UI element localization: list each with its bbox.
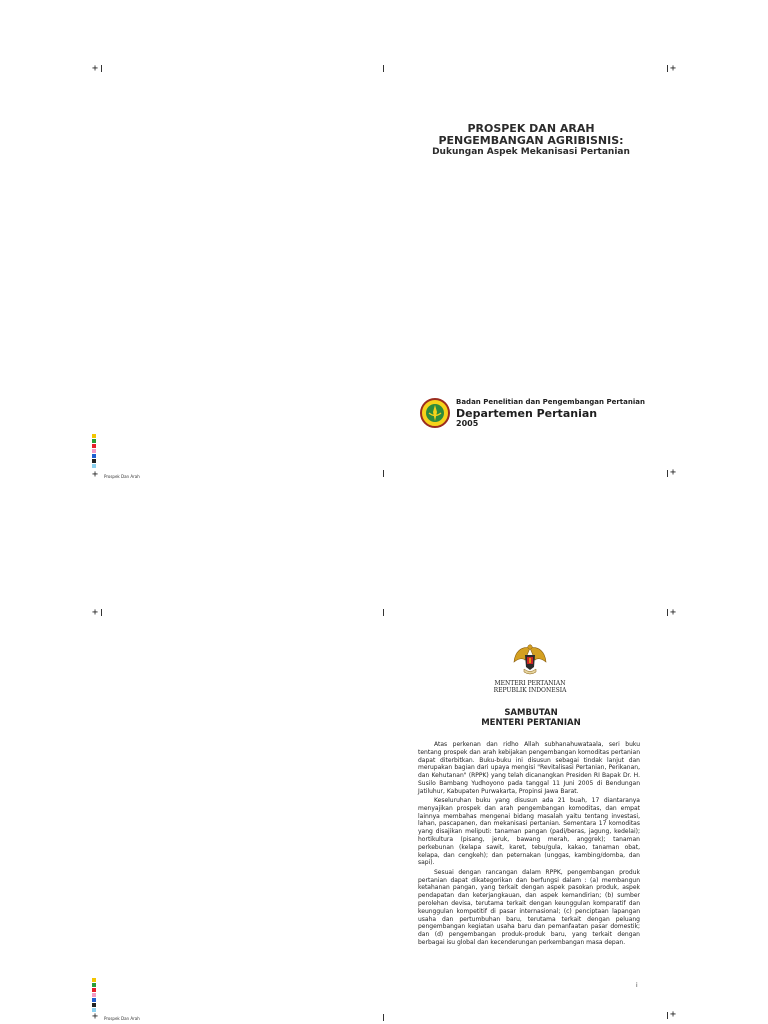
color-swatch-green [92,439,96,443]
color-swatch-yellow [92,434,96,438]
crop-mark-bottom-right: + [670,467,677,478]
slug-text: Prospek Dan Arah [104,474,140,479]
foreword-heading-line2: MENTERI PERTANIAN [481,718,581,728]
color-swatch-yellow [92,978,96,982]
crop-mark-bottom-left: + [92,469,99,480]
foreword-paragraph: Atas perkenan dan ridho Allah subhanahuwataala, seri buku tentang prospek dan arah kebijakan pengembangan komoditas pertanian dapat diterbitkan. Buku-buku ini disusun sebagai tindak lanjut dan merupakan bagian dari upaya mengisi "Revitalisasi Pertanian, Perikanan, dan Kehutanan" (RPPK) yang telah dicanangkan Presiden RI Bapak Dr. H. Susilo Bambang Yudhoyono pada tanggal 11 Juni 2005 di Bendungan Jatiluhur, Kabupaten Purwakarta, Propinsi Jawa Barat. [418,741,640,795]
color-bar [92,978,96,1013]
crop-tick [101,65,102,72]
color-swatch-pink [92,449,96,453]
foreword-heading-line1: SAMBUTAN [504,708,558,718]
ministry-logo [420,398,450,428]
crop-tick [101,609,102,616]
publication-year: 2005 [456,419,479,428]
color-swatch-blue [92,454,96,458]
crop-mark-top-right: + [670,607,677,618]
crop-mark-bottom-right: + [670,1009,677,1020]
crop-tick [383,65,384,72]
crop-tick [667,470,668,477]
page-number: i [636,982,638,989]
crop-tick [383,609,384,616]
crop-mark-top-right: + [670,63,677,74]
book-subtitle: Dukungan Aspek Mekanisasi Pertanian [432,147,630,157]
agency-name: Badan Penelitian dan Pengembangan Pertanian [456,398,645,406]
color-swatch-red [92,444,96,448]
slug-text: Prospek Dan Arah [104,1016,140,1021]
crop-mark-top-left: + [92,63,99,74]
color-swatch-pink [92,993,96,997]
ministry-label-line1: MENTERI PERTANIAN [494,680,566,687]
color-swatch-black [92,1003,96,1007]
foreword-paragraph: Sesuai dengan rancangan dalam RPPK, pengembangan produk pertanian dapat dikategorikan dan berfungsi dalam : (a) membangun ketahanan pangan, yang terkait dengan aspek pasokan produk, aspek pendapatan dan keterjangkauan, dan aspek kemandirian; (b) sumber perolehan devisa, terutama terkait dengan keunggulan komparatif dan keunggulan kompetitif di pasar internasional; (c) penciptaan lapangan usaha dan pertumbuhan baru, terutama terkait dengan peluang pengembangan kegiatan usaha baru dan pemanfaatan pasar domestik; dan (d) pengembangan produk-produk baru, yang terkait dengan berbagai isu global dan kecenderungan perkembangan masa depan. [418,868,640,946]
crop-tick [667,1012,668,1019]
color-swatch-green [92,983,96,987]
crop-tick [383,1014,384,1021]
crop-tick [667,65,668,72]
crop-mark-top-left: + [92,607,99,618]
department-name: Departemen Pertanian [456,407,598,420]
color-swatch-blue [92,998,96,1002]
book-title-line1: PROSPEK DAN ARAH [467,122,595,135]
color-swatch-black [92,459,96,463]
crop-tick [383,470,384,477]
crop-mark-bottom-left: + [92,1011,99,1022]
crop-tick [667,609,668,616]
foreword-paragraph: Keseluruhan buku yang disusun ada 21 buah, 17 diantaranya menyajikan prospek dan arah pengembangan komoditas, dan empat lainnya membahas mengenai bidang masalah yaitu tentang investasi, lahan, pascapanen, dan mekanisasi pertanian. Sementara 17 komoditas yang disajikan meliputi: tanaman pangan (padi/beras, jagung, kedelai); hortikultura (pisang, jeruk, bawang merah, anggrek); tanaman perkebunan (kelapa sawit, karet, tebu/gula, kakao, tanaman obat, kelapa, dan cengkeh); dan peternakan (unggas, kambing/domba, dan sapi). [418,797,640,867]
foreword-body [418,741,640,948]
ministry-label-line2: REPUBLIK INDONESIA [493,687,567,694]
book-title-line2: PENGEMBANGAN AGRIBISNIS: [438,134,624,147]
color-bar [92,434,96,469]
garuda-emblem-icon [511,640,549,678]
color-swatch-red [92,988,96,992]
color-swatch-cyan [92,464,96,468]
